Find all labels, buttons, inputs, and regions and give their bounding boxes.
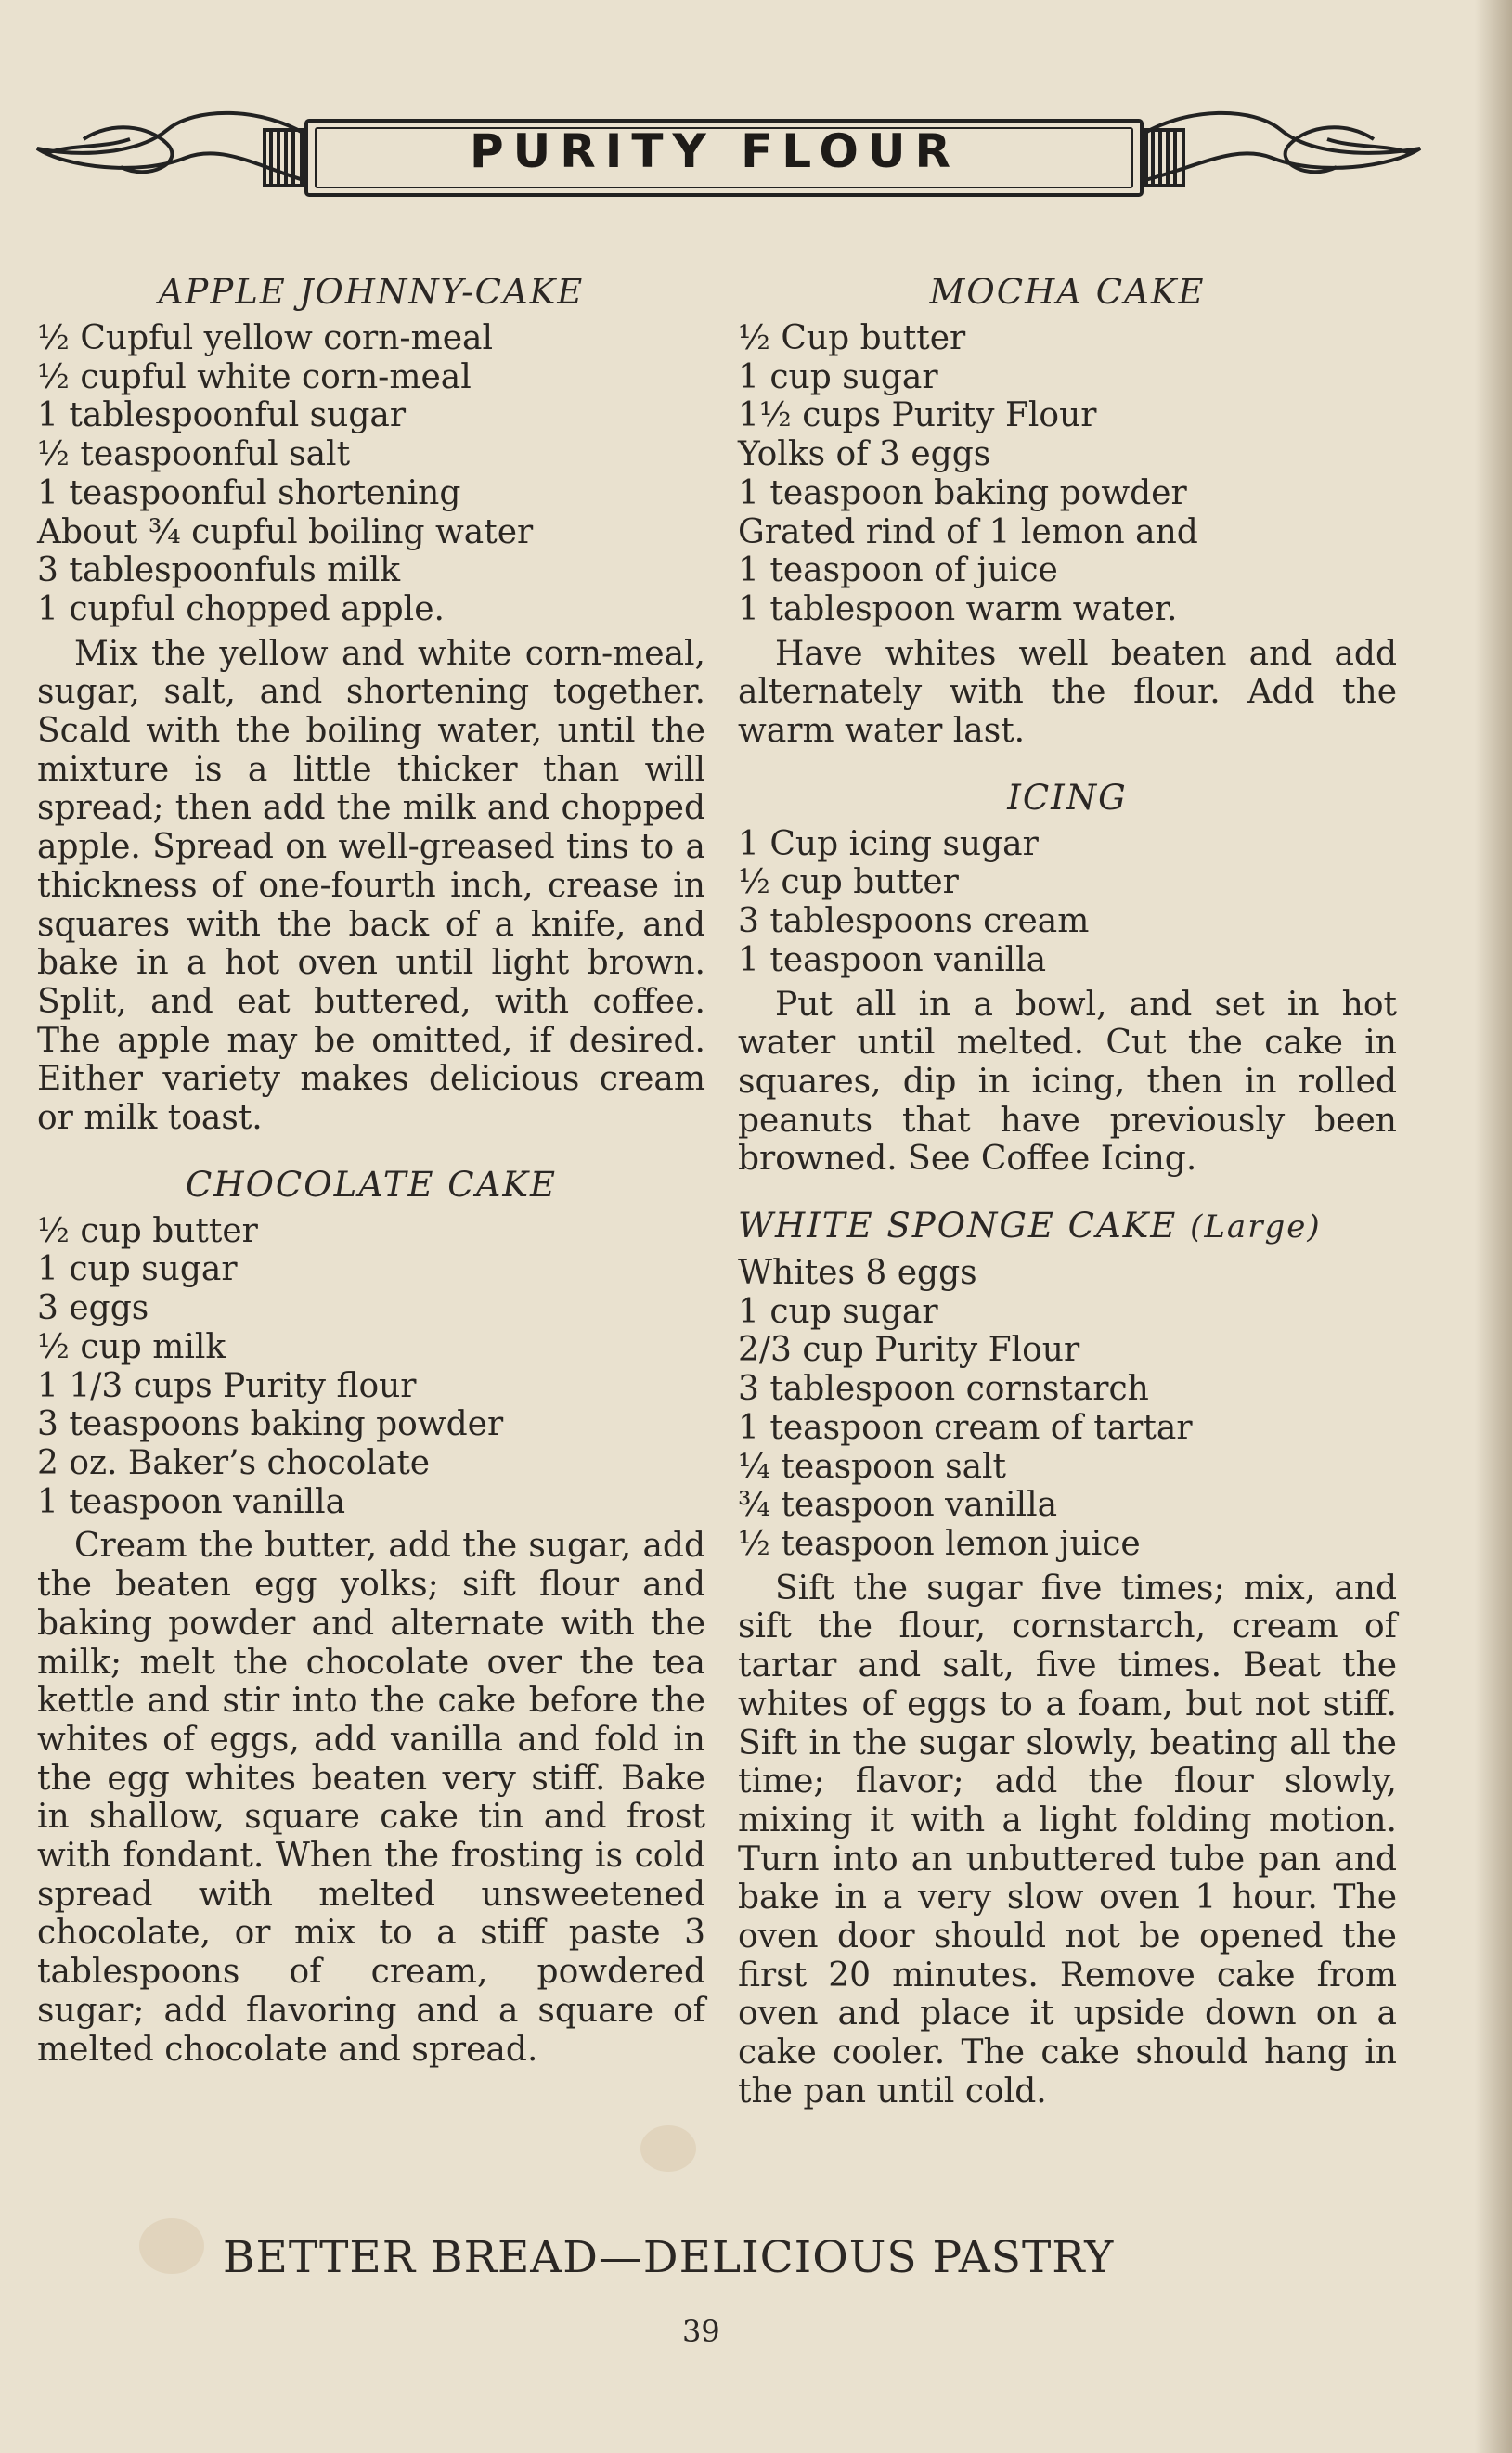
recipe-directions: Mix the yellow and white corn-meal, sugar, salt, and shortening together. Scald with the boiling water, until the mixture is a little thicker than will spread; then add the milk and chopped apple. Spread on well-greased tins to a thickness of one-fourth inch, crease in squares with the back of a knife, and bake in a hot oven until light brown. Split, and eat buttered, with coffee. The apple may be omitted, if desired. Either variety makes delicious cream or milk toast.	[37, 634, 705, 1138]
ingredient-item: 1 cup sugar	[738, 1292, 938, 1331]
ingredient-item: 3 tablespoonfuls milk	[37, 551, 401, 590]
ingredient-item: 1 Cup icing sugar	[738, 824, 1039, 863]
ingredient-item: ½ cupful white corn-meal	[37, 357, 472, 396]
ingredient-item: About ¾ cupful boiling water	[37, 512, 534, 551]
ingredient-item: ½ Cupful yellow corn-meal	[37, 319, 494, 357]
ingredient-item: 2 oz. Baker’s chocolate	[37, 1443, 431, 1482]
ingredient-item: 1 cupful chopped apple.	[37, 589, 445, 628]
recipe-directions: Sift the sugar five times; mix, and sift the flour, cornstarch, cream of tartar and salt, five times. Beat the whites of eggs to a foam, but not stiff. Sift in the sugar slowly, beating all the time; flavor; add the flour slowly, mixing it with a light folding motion. Turn into an unbuttered tube pan and bake in a very slow oven 1 hour. The oven door should not be opened the first 20 minutes. Remove cake from oven and place it upside down on a cake cooler. The cake should hang in the pan until cold.	[738, 1569, 1397, 2111]
ingredient-item: 2/3 cup Purity Flour	[738, 1331, 1080, 1370]
ingredient-list	[37, 1212, 705, 1522]
ingredient-item: 3 teaspoons baking powder	[37, 1405, 504, 1444]
recipe-title: ICING	[1007, 777, 1128, 818]
recipe-title: CHOCOLATE CAKE	[186, 1164, 557, 1205]
ingredient-item: 1 teaspoon vanilla	[738, 940, 1047, 979]
recipe-icing	[738, 775, 1397, 1179]
ingredient-item: ¾ teaspoon vanilla	[738, 1486, 1058, 1525]
recipe-directions: Cream the butter, add the sugar, add the beaten egg yolks; sift flour and baking powder and alternate with the milk; melt the chocolate over the tea kettle and stir into the cake before the whites of eggs, add vanilla and fold in the egg whites beaten very stiff. Bake in shallow, square cake tin and frost with fondant. When the frosting is cold spread with melted unsweetened chocolate, or mix to a stiff paste 3 tablespoons of cream, powdered sugar; add flavoring and a square of melted chocolate and spread.	[37, 1527, 705, 2069]
page-edge-shadow	[1475, 0, 1512, 2453]
right-column	[738, 269, 1397, 2136]
ingredient-item: 1 tablespoon warm water.	[738, 589, 1178, 628]
ingredient-item: 1 cup sugar	[37, 1250, 238, 1289]
ingredient-item: 1½ cups Purity Flour	[738, 396, 1097, 435]
paper-stain	[139, 2218, 204, 2274]
paper-stain	[640, 2125, 696, 2172]
recipe-title: MOCHA CAKE	[929, 272, 1206, 312]
left-column	[37, 269, 705, 2093]
page-number: 39	[682, 2314, 720, 2349]
ingredient-item: 3 tablespoons cream	[738, 902, 1090, 941]
ingredient-item: ½ Cup butter	[738, 319, 966, 357]
ingredient-item: ½ cup butter	[37, 1211, 258, 1250]
footer-slogan: BETTER BREAD—DELICIOUS PASTRY	[223, 2232, 1115, 2283]
ingredient-item: 1 teaspoon of juice	[738, 551, 1058, 590]
recipe-title-note: (Large)	[1190, 1208, 1322, 1246]
ingredient-item: 1 tablespoonful sugar	[37, 396, 407, 435]
ingredient-item: Yolks of 3 eggs	[738, 435, 991, 474]
ingredient-item: Grated rind of 1 lemon and	[738, 512, 1198, 551]
recipe-title: WHITE SPONGE CAKE (Large)	[738, 1206, 1322, 1246]
recipe-directions: Put all in a bowl, and set in hot water until melted. Cut the cake in squares, dip in icing, then in rolled peanuts that have previously been browned. See Coffee Icing.	[738, 985, 1397, 1179]
ingredient-item: 1 cup sugar	[738, 357, 938, 396]
ingredient-item: 1 teaspoon vanilla	[37, 1482, 346, 1521]
ingredient-list	[738, 825, 1397, 980]
recipe-directions: Have whites well beaten and add alternately with the flour. Add the warm water last.	[738, 634, 1397, 751]
ingredient-item: 3 tablespoon cornstarch	[738, 1370, 1149, 1409]
recipe-mocha-cake	[738, 269, 1397, 751]
ingredient-item: ½ teaspoon lemon juice	[738, 1524, 1141, 1563]
ingredient-item: 1 1/3 cups Purity flour	[37, 1366, 417, 1405]
ingredient-item: 1 teaspoon baking powder	[738, 473, 1187, 512]
ingredient-list	[738, 1254, 1397, 1564]
ingredient-item: 1 teaspoonful shortening	[37, 473, 461, 512]
ingredient-list	[37, 319, 705, 629]
ingredient-item: ¼ teaspoon salt	[738, 1447, 1007, 1486]
recipe-title: APPLE JOHNNY-CAKE	[158, 272, 585, 312]
ingredient-item: 1 teaspoon cream of tartar	[738, 1408, 1193, 1447]
recipe-apple-johnny-cake	[37, 269, 705, 1138]
recipe-white-sponge-cake	[738, 1203, 1397, 2111]
recipe-chocolate-cake	[37, 1162, 705, 2069]
ingredient-item: Whites 8 eggs	[738, 1254, 977, 1293]
page-header-title: PURITY FLOUR	[470, 124, 960, 178]
ingredient-item: ½ cup butter	[738, 863, 959, 902]
ingredient-item: ½ teaspoonful salt	[37, 435, 351, 474]
ingredient-item: 3 eggs	[37, 1289, 149, 1328]
ingredient-list	[738, 319, 1397, 629]
ingredient-item: ½ cup milk	[37, 1327, 226, 1366]
